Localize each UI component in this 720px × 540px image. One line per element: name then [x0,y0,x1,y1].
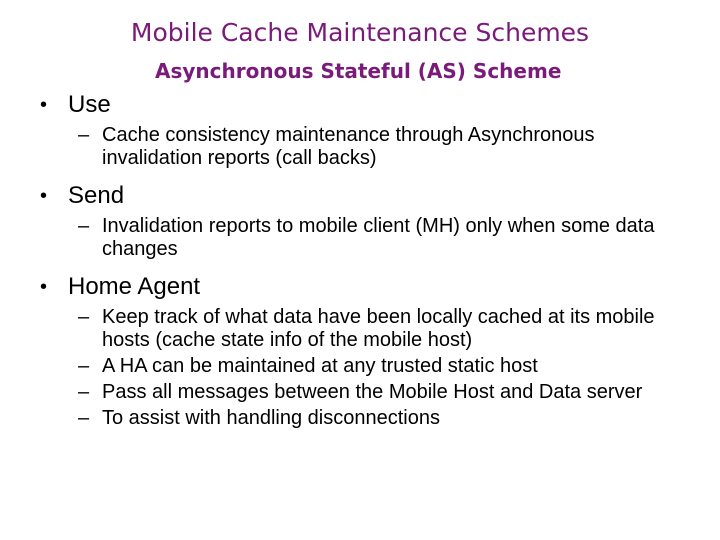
sub-item-text: To assist with handling disconnections [102,407,440,429]
sub-item [40,407,700,430]
slide-subtitle: Asynchronous Stateful (AS) Scheme [155,59,562,83]
sub-item-text: Pass all messages between the Mobile Host and Data server [102,381,643,403]
bullet-icon: • [40,94,48,116]
bullet-heading-text: Home Agent [68,273,201,300]
sub-item [40,306,700,352]
bullet-heading-text: Use [68,91,111,118]
dash-icon: – [78,306,90,328]
dash-icon: – [78,355,90,377]
slide-title: Mobile Cache Maintenance Schemes [130,18,590,47]
bullet-icon: • [40,185,48,207]
sub-list [40,215,700,261]
bullet-heading [40,90,700,120]
sub-item-text: Cache consistency maintenance through Asynchronous invalidation reports (call backs) [102,124,595,169]
sub-item [40,124,700,170]
sub-item [40,355,700,378]
dash-icon: – [78,407,90,429]
section-use [40,90,700,170]
dash-icon: – [78,381,90,403]
section-send [40,181,700,261]
sub-item [40,381,700,404]
sub-list [40,124,700,170]
sub-item-text: Invalidation reports to mobile client (MH) only when some data changes [102,215,655,260]
sub-list [40,306,700,430]
bullet-heading-text: Send [68,182,125,209]
slide-content [40,90,700,441]
sub-item [40,215,700,261]
sub-item-text: A HA can be maintained at any trusted static host [102,355,538,377]
dash-icon: – [78,215,90,237]
bullet-icon: • [40,276,48,298]
section-home-agent [40,272,700,430]
dash-icon: – [78,124,90,146]
bullet-heading [40,272,700,302]
sub-item-text: Keep track of what data have been locally cached at its mobile hosts (cache state info of the mobile host) [102,306,655,351]
bullet-heading [40,181,700,211]
